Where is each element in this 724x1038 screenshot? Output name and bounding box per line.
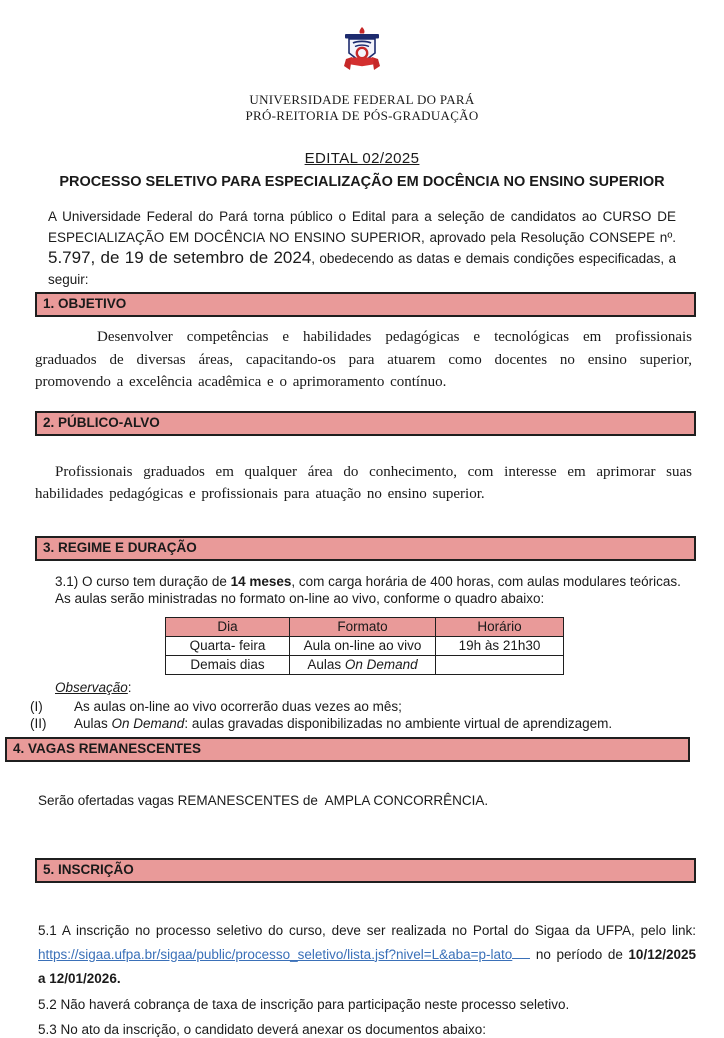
item-3-1-post: , com carga horária de 400 horas, com aulas modulares teóricas. As aulas serão ministradas no formato on-line ao vivo, conforme o quadro abaixo:: [55, 573, 681, 606]
item-5-1-pre: 5.1 A inscrição no processo seletivo do curso, deve ser realizada no Portal do Sigaa da UFPA, pelo link:: [38, 922, 696, 938]
observation-item-number: (I): [30, 698, 43, 714]
observation-label-line: [0, 680, 724, 696]
observation-list: [0, 698, 724, 732]
schedule-header-horario: Horário: [436, 617, 564, 636]
schedule-cell-dia: Demais dias: [166, 655, 290, 674]
section-2-heading: 2. PÚBLICO-ALVO: [35, 411, 696, 436]
observation-item-pre: Aulas: [74, 715, 112, 731]
item-3-1-pre: 3.1) O curso tem duração de: [55, 573, 231, 589]
intro-part-1: A Universidade Federal do Pará torna público o Edital para a seleção de candidatos ao CURSO DE ESPECIALIZAÇÃO EM DOCÊNCIA NO ENSINO SUPERIOR, aprovado pela Resolução CONSEPE nº.: [48, 209, 676, 245]
schedule-header-dia: Dia: [166, 617, 290, 636]
ufpa-coat-of-arms-icon: [342, 26, 382, 74]
observation-item-pre: As aulas on-line ao vivo ocorrerão duas vezes ao mês;: [74, 698, 402, 714]
section-4-heading: 4. VAGAS REMANESCENTES: [5, 737, 690, 762]
observation-colon: :: [127, 679, 132, 695]
observation-item-number: (II): [30, 715, 47, 731]
item-3-1-duration: 14 meses: [230, 573, 292, 589]
intro-resolution-number: 5.797, de 19 de setembro de 2024: [48, 248, 312, 267]
observation-item-italic: On Demand: [111, 715, 185, 731]
item-5-1-mid: no período de: [530, 946, 629, 962]
observation-item: [0, 715, 724, 732]
inscription-period-dates: 10/12/2025 a 12/01/2026.: [38, 946, 696, 986]
observation-item: [0, 698, 724, 715]
section-4-body: Serão ofertadas vagas REMANESCENTES de AMPLA CONCORRÊNCIA.: [38, 792, 489, 808]
schedule-table: [165, 617, 564, 675]
observation-item-post: : aulas gravadas disponibilizadas no ambiente virtual de aprendizagem.: [184, 715, 613, 731]
schedule-header-row: [166, 617, 564, 636]
schedule-row: [166, 636, 564, 655]
document-title: PROCESSO SELETIVO PARA ESPECIALIZAÇÃO EM DOCÊNCIA NO ENSINO SUPERIOR: [59, 174, 665, 190]
edital-number: EDITAL 02/2025: [304, 150, 420, 167]
intro-paragraph: [0, 207, 724, 290]
logo-container: [0, 0, 724, 79]
schedule-cell-formato-pre: Aulas: [307, 656, 345, 672]
section-2-body: Profissionais graduados em qualquer área do conhecimento, com interesse em aprimorar suas habilidades pedagógicas e profissionais para atuação no ensino superior.: [35, 463, 692, 502]
item-5-3: 5.3 No ato da inscrição, o candidato deverá anexar os documentos abaixo:: [38, 1021, 487, 1037]
schedule-row: [166, 655, 564, 674]
section-5-heading: 5. INSCRIÇÃO: [35, 858, 696, 883]
section-1-body: Desenvolver competências e habilidades pedagógicas e tecnológicas em profissionais graduados de diversas áreas, capacitando-os para atuarem como docentes no ensino superior, promovendo a excelência acadêmica e o aprimoramento contínuo.: [35, 329, 692, 390]
observation-item-text: [74, 715, 694, 732]
schedule-cell-formato: [290, 655, 436, 674]
university-name: UNIVERSIDADE FEDERAL DO PARÁ: [249, 92, 475, 107]
link-underline-tail: [512, 946, 530, 959]
schedule-cell-horario: 19h às 21h30: [436, 636, 564, 655]
section-3-heading: 3. REGIME E DURAÇÃO: [35, 536, 696, 561]
pro-rectory-name: PRÓ-REITORIA DE PÓS-GRADUAÇÃO: [245, 108, 479, 123]
observation-label: Observação: [55, 679, 128, 695]
observation-item-text: [74, 698, 694, 715]
schedule-cell-dia: Quarta- feira: [166, 636, 290, 655]
intro-part-3: , obedecendo as datas e demais condições especificadas, a seguir:: [48, 251, 676, 287]
item-5-1: [0, 919, 724, 991]
schedule-cell-horario-empty: [436, 655, 564, 674]
schedule-cell-formato-italic: On Demand: [344, 656, 418, 672]
item-5-2: 5.2 Não haverá cobrança de taxa de inscrição para participação neste processo seletivo.: [38, 996, 570, 1012]
schedule-cell-formato: Aula on-line ao vivo: [290, 636, 436, 655]
schedule-header-formato: Formato: [290, 617, 436, 636]
sigaa-inscription-link[interactable]: https://sigaa.ufpa.br/sigaa/public/processo_seletivo/lista.jsf?nivel=L&aba=p-lato: [38, 946, 513, 962]
section-1-heading: 1. OBJETIVO: [35, 292, 696, 317]
item-3-1: [0, 573, 724, 608]
